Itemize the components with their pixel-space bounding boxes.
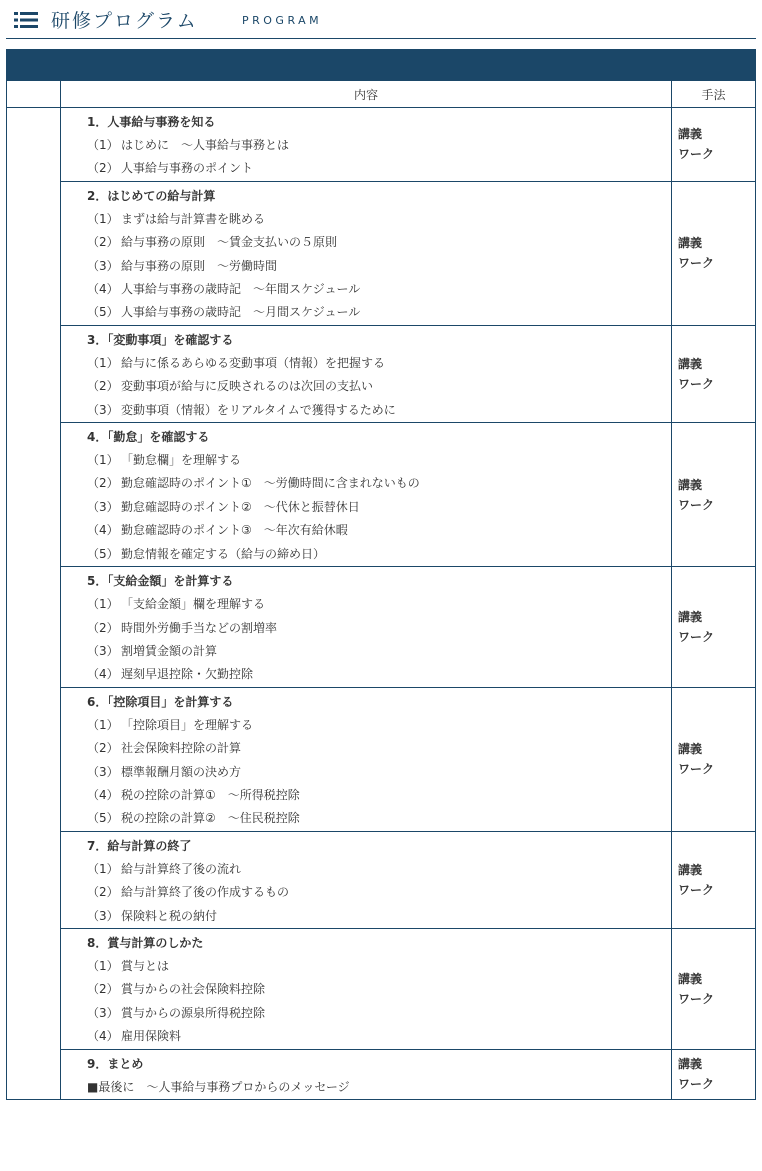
item-number: （2） [87, 741, 119, 756]
program-item [87, 352, 671, 375]
item-number: （1） [87, 138, 119, 152]
blank-column-cell [7, 108, 61, 1100]
program-item [87, 543, 671, 566]
program-item [87, 208, 671, 231]
table-row [7, 181, 756, 325]
program-item [87, 449, 671, 472]
item-text: 割増賃金額の計算 [121, 643, 218, 658]
item-text: 勤怠確認時のポイント② ～代休と振替休日 [121, 499, 360, 514]
content-cell [61, 108, 672, 182]
item-text: まずは給与計算書を眺める [121, 211, 266, 226]
method-label: ワーク [678, 991, 715, 1006]
item-number: （2） [87, 885, 119, 900]
item-text: 時間外労働手当などの割増率 [121, 620, 278, 635]
table-row [7, 928, 756, 1049]
method-list [672, 607, 755, 647]
method-cell [672, 181, 756, 325]
method-cell [672, 1049, 756, 1099]
program-item [87, 496, 671, 519]
item-number: （2） [87, 235, 119, 250]
item-text: 「勤怠欄」を理解する [121, 453, 242, 468]
table-row [7, 108, 756, 182]
method-label: 講義 [678, 236, 703, 251]
content-cell [61, 423, 672, 567]
program-item [87, 593, 671, 616]
method-cell [672, 108, 756, 182]
item-text: はじめに ～人事給与事務とは [121, 138, 290, 152]
item-text: 人事給与事務の歳時記 ～年間スケジュール [121, 282, 361, 297]
item-number: （3） [87, 908, 119, 923]
section-heading: 5．「支給金額」を計算する [87, 574, 234, 589]
method-label: ワーク [678, 882, 715, 897]
method-label: 講義 [678, 356, 703, 371]
item-text: 給与事務の原則 ～労働時間 [121, 258, 278, 273]
program-item [87, 761, 671, 784]
program-item [87, 737, 671, 760]
section-heading: 7．給与計算の終了 [87, 838, 192, 853]
item-text: 変動事項が給与に反映されるのは次回の支払い [121, 379, 374, 394]
method-cell [672, 567, 756, 688]
item-number: （4） [87, 1029, 119, 1044]
program-item [87, 978, 671, 1001]
program-item [87, 714, 671, 737]
program-item [87, 255, 671, 278]
program-item [87, 881, 671, 904]
program-item [87, 399, 671, 422]
item-number: （3） [87, 258, 119, 273]
item-number: （4） [87, 282, 119, 297]
table-row [7, 325, 756, 422]
program-item [87, 1002, 671, 1025]
program-item [87, 278, 671, 301]
program-item [87, 301, 671, 324]
program-item [87, 472, 671, 495]
content-cell [61, 325, 672, 422]
item-number: （1） [87, 453, 119, 468]
item-number: （3） [87, 402, 119, 417]
header-divider [6, 38, 756, 39]
item-text: 「控除項目」を理解する [121, 717, 254, 732]
item-text: 給与に係るあらゆる変動事項（情報）を把握する [121, 355, 386, 370]
content-cell [61, 831, 672, 928]
page-title: 研修プログラム [51, 10, 198, 32]
item-number: （4） [87, 523, 119, 538]
method-label: ワーク [678, 629, 715, 644]
item-text: 勤怠情報を確定する（給与の締め日） [121, 546, 326, 561]
method-label: 講義 [678, 609, 703, 624]
content-cell [61, 567, 672, 688]
program-item [87, 375, 671, 398]
item-text: 「支給金額」欄を理解する [121, 597, 266, 612]
item-text: 税の控除の計算② ～住民税控除 [121, 811, 300, 826]
content-cell [61, 1049, 672, 1099]
program-item [87, 134, 671, 157]
item-text: 給与計算終了後の流れ [121, 861, 242, 876]
list-icon [14, 11, 38, 29]
content-column-header: 内容 [61, 81, 672, 108]
item-text: 税の控除の計算① ～所得税控除 [121, 787, 300, 802]
method-list [672, 860, 755, 900]
page-header [14, 8, 754, 34]
method-label: ワーク [678, 497, 715, 512]
item-number: （5） [87, 546, 119, 561]
program-table [6, 80, 756, 1100]
method-label: 講義 [678, 742, 703, 757]
table-header-row [7, 81, 756, 108]
program-item [87, 640, 671, 663]
method-list [672, 969, 755, 1009]
section-heading: 8．賞与計算のしかた [87, 935, 204, 950]
method-label: ワーク [678, 256, 715, 271]
item-number: （2） [87, 982, 119, 997]
table-row [7, 687, 756, 831]
method-label: 講義 [678, 1057, 703, 1072]
program-item [87, 519, 671, 542]
method-label: 講義 [678, 127, 703, 142]
item-number: （3） [87, 499, 119, 514]
item-number: （1） [87, 861, 119, 876]
table-row [7, 1049, 756, 1099]
table-row [7, 567, 756, 688]
content-cell [61, 181, 672, 325]
method-list [672, 124, 755, 164]
section-heading: 1．人事給与事務を知る [87, 115, 216, 129]
item-text: 変動事項（情報）をリアルタイムで獲得するために [121, 402, 396, 417]
program-item [87, 1076, 671, 1099]
item-text: 社会保険料控除の計算 [121, 741, 242, 756]
program-item [87, 231, 671, 254]
item-text: 人事給与事務の歳時記 ～月間スケジュール [121, 305, 361, 320]
item-text: 勤怠確認時のポイント③ ～年次有給休暇 [121, 523, 348, 538]
method-column-header: 手法 [672, 81, 756, 108]
program-item [87, 905, 671, 928]
item-number: （3） [87, 764, 119, 779]
item-number: （5） [87, 811, 119, 826]
item-text: 保険料と税の納付 [121, 908, 218, 923]
item-number: （1） [87, 958, 119, 973]
item-number: （4） [87, 787, 119, 802]
item-text: 賞与とは [121, 958, 170, 973]
method-list [672, 1054, 755, 1094]
method-label: 講義 [678, 477, 703, 492]
item-text: 遅刻早退控除・欠勤控除 [121, 667, 254, 682]
item-text: 賞与からの源泉所得税控除 [121, 1005, 266, 1020]
section-heading: 3．「変動事項」を確認する [87, 332, 234, 347]
item-number: （1） [87, 717, 119, 732]
method-cell [672, 423, 756, 567]
program-item [87, 663, 671, 686]
program-item [87, 955, 671, 978]
method-cell [672, 687, 756, 831]
method-list [672, 739, 755, 779]
content-cell [61, 687, 672, 831]
item-number: （2） [87, 620, 119, 635]
item-number: （1） [87, 211, 119, 226]
table-row [7, 831, 756, 928]
item-number: （5） [87, 305, 119, 320]
item-text: ■最後に ～人事給与事務プロからのメッセージ [87, 1079, 350, 1094]
program-item [87, 1025, 671, 1048]
table-row [7, 423, 756, 567]
item-number: （4） [87, 667, 119, 682]
item-number: （1） [87, 355, 119, 370]
method-label: ワーク [678, 147, 715, 162]
method-list [672, 354, 755, 394]
method-label: ワーク [678, 1077, 715, 1092]
item-number: （2） [87, 476, 119, 491]
program-item [87, 784, 671, 807]
method-label: 講義 [678, 971, 703, 986]
method-cell [672, 928, 756, 1049]
content-cell [61, 928, 672, 1049]
section-heading: 6．「控除項目」を計算する [87, 694, 234, 709]
item-number: （1） [87, 597, 119, 612]
item-text: 給与事務の原則 ～賃金支払いの５原則 [121, 235, 338, 250]
method-list [672, 233, 755, 273]
item-text: 人事給与事務のポイント [121, 161, 254, 176]
section-heading: 4．「勤怠」を確認する [87, 430, 210, 445]
section-heading: 9．まとめ [87, 1056, 144, 1071]
item-number: （2） [87, 161, 119, 176]
program-item [87, 858, 671, 881]
method-label: 講義 [678, 862, 703, 877]
title-band [6, 49, 756, 80]
program-item [87, 157, 671, 180]
method-cell [672, 831, 756, 928]
page-subtitle: PROGRAM [242, 14, 323, 27]
method-cell [672, 325, 756, 422]
blank-header-cell [7, 81, 61, 108]
method-list [672, 475, 755, 515]
item-text: 標準報酬月額の決め方 [121, 764, 242, 779]
section-heading: 2．はじめての給与計算 [87, 188, 216, 203]
item-text: 勤怠確認時のポイント① ～労働時間に含まれないもの [121, 476, 420, 491]
item-text: 賞与からの社会保険料控除 [121, 982, 266, 997]
item-number: （3） [87, 643, 119, 658]
program-item [87, 617, 671, 640]
program-item [87, 807, 671, 830]
method-label: ワーク [678, 762, 715, 777]
item-number: （3） [87, 1005, 119, 1020]
method-label: ワーク [678, 376, 715, 391]
item-text: 給与計算終了後の作成するもの [121, 885, 290, 900]
item-text: 雇用保険料 [121, 1029, 182, 1044]
item-number: （2） [87, 379, 119, 394]
